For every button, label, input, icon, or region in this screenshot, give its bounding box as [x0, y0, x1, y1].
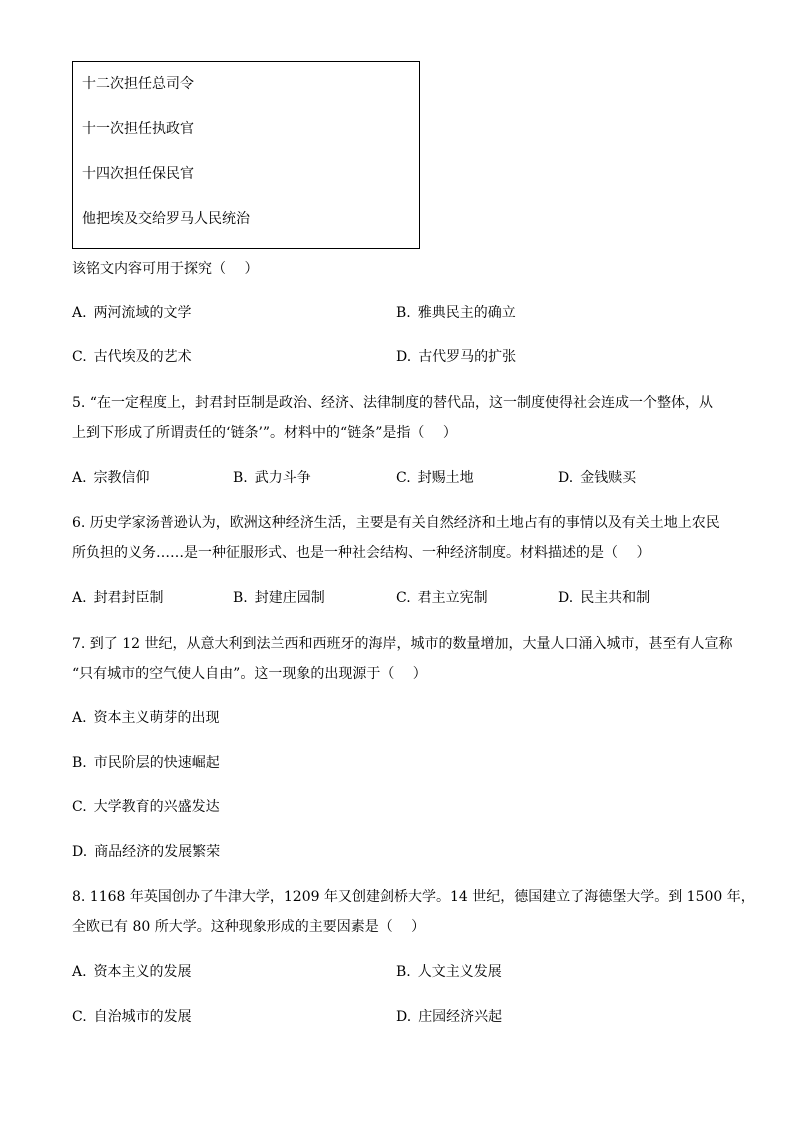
option-letter: A. [72, 710, 87, 726]
option-text: 资本主义的发展 [93, 964, 192, 980]
question-6-stem-line2: 所负担的义务……是一种征服形式、也是一种社会结构、一种经济制度。材料描述的是（ ） [72, 545, 651, 561]
option-letter: A. [72, 590, 87, 606]
question-5-option-c[interactable] [396, 467, 474, 487]
question-4-option-b[interactable] [396, 302, 516, 322]
option-text: 金钱赎买 [580, 470, 637, 486]
option-text: 市民阶层的快速崛起 [93, 755, 220, 771]
option-letter: B. [396, 964, 411, 980]
question-4-option-c[interactable] [72, 346, 192, 366]
question-6-option-d[interactable] [558, 587, 650, 607]
question-5-option-b[interactable] [233, 467, 311, 487]
option-letter: D. [558, 590, 574, 606]
option-letter: C. [72, 799, 87, 815]
question-8-option-c[interactable] [72, 1006, 192, 1026]
inscription-line: 他把埃及交给罗马人民统治 [82, 211, 250, 227]
question-6-stem-line1: 6. 历史学家汤普逊认为，欧洲这种经济生活，主要是有关自然经济和土地占有的事情以及有关土地上农民 [72, 515, 720, 531]
option-text: 封君封臣制 [93, 590, 164, 606]
option-letter: B. [233, 590, 248, 606]
option-text: 雅典民主的确立 [417, 305, 516, 321]
inscription-line: 十一次担任执政官 [82, 121, 194, 137]
question-5-stem-line1: 5. “在一定程度上，封君封臣制是政治、经济、法律制度的替代品，这一制度使得社会连成一个整体，从 [72, 395, 713, 411]
question-5-option-d[interactable] [558, 467, 636, 487]
question-4-stem: 该铭文内容可用于探究（ ） [72, 261, 259, 277]
option-letter: A. [72, 964, 87, 980]
option-text: 民主共和制 [580, 590, 651, 606]
question-4-option-a[interactable] [72, 302, 192, 322]
question-8-stem-line1: 8. 1168 年英国创办了牛津大学，1209 年又创建剑桥大学。14 世纪，德国建立了海德堡大学。到 1500 年， [72, 889, 755, 905]
question-7-stem-line2: “只有城市的空气使人自由”。这一现象的出现源于（ ） [72, 666, 427, 682]
question-8-option-d[interactable] [396, 1006, 502, 1026]
question-6-option-a[interactable] [72, 587, 164, 607]
question-7-option-a[interactable] [72, 707, 220, 727]
question-7-stem-line1: 7. 到了 12 世纪，从意大利到法兰西和西班牙的海岸，城市的数量增加，大量人口涌入城市，甚至有人宣称 [72, 636, 733, 652]
option-text: 封建庄园制 [254, 590, 325, 606]
question-7-option-d[interactable] [72, 841, 220, 861]
option-text: 古代罗马的扩张 [418, 349, 517, 365]
question-8-option-b[interactable] [396, 961, 502, 981]
option-text: 自治城市的发展 [93, 1009, 192, 1025]
inscription-line: 十四次担任保民官 [82, 166, 194, 182]
option-text: 人文主义发展 [417, 964, 502, 980]
question-6-option-c[interactable] [396, 587, 488, 607]
question-7-option-b[interactable] [72, 752, 220, 772]
option-letter: C. [72, 1009, 87, 1025]
option-text: 武力斗争 [254, 470, 311, 486]
option-text: 封赐土地 [417, 470, 474, 486]
inscription-line: 十二次担任总司令 [82, 76, 194, 92]
option-letter: B. [72, 755, 87, 771]
question-8-option-a[interactable] [72, 961, 192, 981]
inscription-box [72, 61, 420, 249]
option-letter: D. [72, 844, 88, 860]
option-text: 商品经济的发展繁荣 [94, 844, 221, 860]
option-letter: D. [558, 470, 574, 486]
option-letter: D. [396, 349, 412, 365]
option-text: 大学教育的兴盛发达 [93, 799, 220, 815]
option-letter: C. [396, 470, 411, 486]
question-8-stem-line2: 全欧已有 80 所大学。这种现象形成的主要因素是（ ） [72, 919, 426, 935]
option-text: 古代埃及的艺术 [93, 349, 192, 365]
option-letter: A. [72, 470, 87, 486]
option-letter: D. [396, 1009, 412, 1025]
option-text: 庄园经济兴起 [418, 1009, 503, 1025]
option-letter: C. [396, 590, 411, 606]
question-4-option-d[interactable] [396, 346, 516, 366]
question-5-option-a[interactable] [72, 467, 150, 487]
option-letter: B. [233, 470, 248, 486]
option-text: 君主立宪制 [417, 590, 488, 606]
option-letter: A. [72, 305, 87, 321]
question-7-option-c[interactable] [72, 796, 220, 816]
question-5-stem-line2: 上到下形成了所谓责任的‘链条’”。材料中的“链条”是指（ ） [72, 425, 457, 441]
option-letter: C. [72, 349, 87, 365]
option-text: 资本主义萌芽的出现 [93, 710, 220, 726]
option-text: 宗教信仰 [93, 470, 150, 486]
question-6-option-b[interactable] [233, 587, 325, 607]
option-letter: B. [396, 305, 411, 321]
option-text: 两河流域的文学 [93, 305, 192, 321]
